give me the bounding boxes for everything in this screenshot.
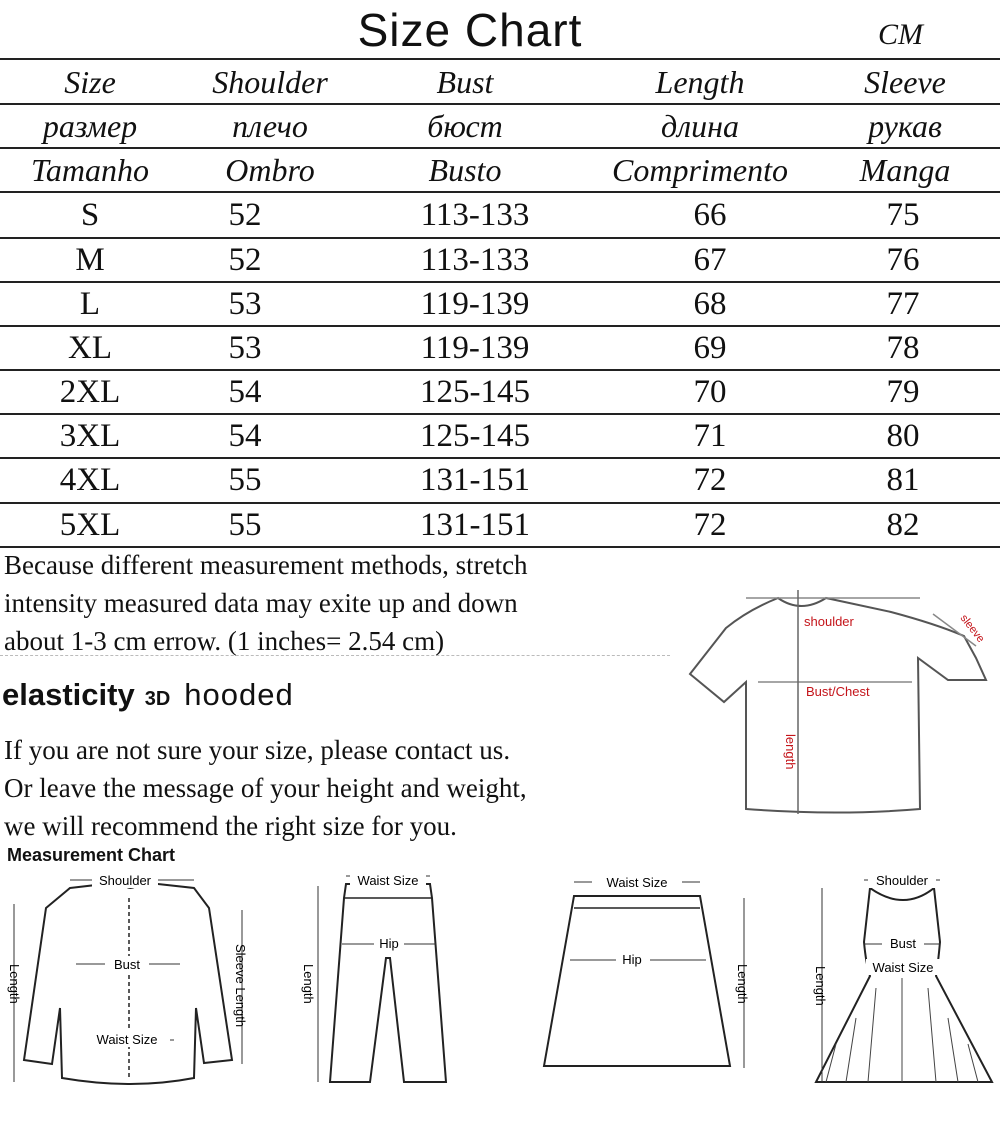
bust-cell: 119-139 bbox=[420, 286, 530, 322]
header-size: Size bbox=[64, 64, 116, 100]
header-sleeve-pt: Manga bbox=[859, 152, 951, 188]
shirt-waist-label: Waist Size bbox=[96, 1032, 158, 1047]
table-row bbox=[0, 415, 1000, 458]
bust-label: Bust/Chest bbox=[806, 684, 870, 699]
feature-line bbox=[2, 677, 294, 713]
length-cell: 68 bbox=[693, 286, 727, 322]
table-row bbox=[0, 239, 1000, 282]
dress-bust-label: Bust bbox=[889, 936, 917, 951]
shirt-shoulder-label: Shoulder bbox=[98, 873, 152, 888]
shoulder-cell: 52 bbox=[228, 197, 262, 233]
sleeve-cell: 75 bbox=[886, 197, 920, 233]
shoulder-cell: 55 bbox=[228, 507, 262, 543]
size-chart-title: Size Chart bbox=[357, 4, 583, 56]
header-length-ru: длина bbox=[660, 108, 739, 144]
dress-length-label: Length bbox=[813, 966, 828, 1006]
sleeve-cell: 80 bbox=[886, 418, 920, 454]
size-cell: M bbox=[75, 242, 105, 278]
table-divider bbox=[0, 191, 1000, 193]
header-shoulder: Shoulder bbox=[212, 64, 328, 100]
sleeve-cell: 82 bbox=[886, 507, 920, 543]
shoulder-cell: 54 bbox=[228, 418, 262, 454]
bust-cell: 125-145 bbox=[420, 374, 530, 410]
contact-line: Or leave the message of your height and weight, bbox=[4, 773, 527, 803]
table-row bbox=[0, 459, 1000, 502]
pants-hip-label: Hip bbox=[379, 936, 399, 951]
size-cell: XL bbox=[68, 330, 112, 366]
size-cell: 5XL bbox=[59, 507, 121, 543]
bust-cell: 131-151 bbox=[420, 507, 530, 543]
measurement-note-line: about 1-3 cm errow. (1 inches= 2.54 cm) bbox=[4, 626, 445, 656]
skirt-outline bbox=[544, 896, 730, 1066]
length-cell: 71 bbox=[693, 418, 727, 454]
shoulder-label: shoulder bbox=[804, 614, 854, 629]
header-bust: Bust bbox=[436, 64, 494, 100]
table-row bbox=[0, 327, 1000, 370]
feature-hooded: hooded bbox=[184, 677, 294, 712]
shoulder-cell: 54 bbox=[228, 374, 262, 410]
skirt-hip-label: Hip bbox=[622, 952, 642, 967]
size-cell: 4XL bbox=[59, 462, 121, 498]
header-sleeve-ru: рукав bbox=[868, 108, 942, 144]
length-label: length bbox=[783, 734, 798, 770]
pants-waist-label: Waist Size bbox=[357, 873, 419, 888]
bust-cell: 125-145 bbox=[420, 418, 530, 454]
contact-line: we will recommend the right size for you. bbox=[4, 811, 457, 841]
size-cell: S bbox=[80, 197, 100, 233]
length-cell: 67 bbox=[693, 242, 727, 278]
bust-cell: 131-151 bbox=[420, 462, 530, 498]
shirt-diagram bbox=[4, 868, 254, 1098]
header-shoulder-pt: Ombro bbox=[225, 152, 315, 188]
measurement-chart-title: Measurement Chart bbox=[7, 845, 176, 865]
header-row-russian bbox=[0, 105, 1000, 148]
table-row bbox=[0, 371, 1000, 414]
contact-line: If you are not sure your size, please contact us. bbox=[4, 735, 511, 765]
header-bust-pt: Busto bbox=[428, 152, 502, 188]
length-cell: 70 bbox=[693, 374, 727, 410]
dress-outline bbox=[816, 888, 992, 1082]
shirt-bust-label: Bust bbox=[113, 957, 141, 972]
length-cell: 72 bbox=[693, 462, 727, 498]
header-shoulder-ru: плечо bbox=[232, 108, 308, 144]
size-cell: 3XL bbox=[59, 418, 121, 454]
tshirt-outline bbox=[690, 598, 986, 813]
header-sleeve: Sleeve bbox=[864, 64, 946, 100]
shirt-outline bbox=[24, 882, 232, 1084]
skirt-waist-label: Waist Size bbox=[606, 875, 668, 890]
table-row bbox=[0, 194, 1000, 237]
feature-3d: 3D bbox=[144, 688, 171, 710]
skirt-diagram bbox=[540, 868, 760, 1098]
length-cell: 72 bbox=[693, 507, 727, 543]
dress-waist-label: Waist Size bbox=[872, 960, 934, 975]
tshirt-diagram bbox=[686, 584, 1000, 836]
header-size-pt: Tamanho bbox=[31, 152, 149, 188]
sleeve-label: sleeve bbox=[957, 612, 987, 645]
pants-outline bbox=[330, 884, 446, 1082]
shoulder-cell: 53 bbox=[228, 286, 262, 322]
pants-length-label: Length bbox=[301, 964, 316, 1004]
header-length: Length bbox=[655, 64, 745, 100]
sleeve-cell: 77 bbox=[886, 286, 920, 322]
shirt-sleeve-label: Sleeve Length bbox=[233, 944, 248, 1028]
sleeve-cell: 78 bbox=[886, 330, 920, 366]
divider bbox=[0, 655, 670, 656]
size-cell: L bbox=[79, 286, 101, 322]
shirt-length-label: Length bbox=[7, 964, 22, 1004]
sleeve-cell: 81 bbox=[886, 462, 920, 498]
table-row bbox=[0, 283, 1000, 326]
table-divider bbox=[0, 58, 1000, 60]
header-row-english bbox=[0, 61, 1000, 104]
bust-cell: 119-139 bbox=[420, 330, 530, 366]
header-length-pt: Comprimento bbox=[612, 152, 788, 188]
sleeve-cell: 79 bbox=[886, 374, 920, 410]
dress-diagram bbox=[806, 868, 1000, 1098]
shoulder-cell: 53 bbox=[228, 330, 262, 366]
skirt-length-label: Length bbox=[735, 964, 750, 1004]
header-bust-ru: бюст bbox=[427, 108, 503, 144]
header-size-ru: размер bbox=[42, 108, 138, 144]
header-row-portuguese bbox=[0, 149, 1000, 192]
length-cell: 69 bbox=[693, 330, 727, 366]
measurement-note-line: intensity measured data may exite up and down bbox=[4, 588, 518, 618]
table-row bbox=[0, 504, 1000, 547]
feature-elasticity: elasticity bbox=[2, 677, 135, 712]
shoulder-cell: 55 bbox=[228, 462, 262, 498]
sleeve-cell: 76 bbox=[886, 242, 920, 278]
size-cell: 2XL bbox=[59, 374, 121, 410]
unit-label: CM bbox=[878, 18, 923, 51]
measurement-note-line: Because different measurement methods, stretch bbox=[4, 550, 528, 580]
pants-diagram bbox=[296, 868, 476, 1098]
shoulder-cell: 52 bbox=[228, 242, 262, 278]
bust-cell: 113-133 bbox=[420, 197, 530, 233]
length-cell: 66 bbox=[693, 197, 727, 233]
bust-cell: 113-133 bbox=[420, 242, 530, 278]
dress-shoulder-label: Shoulder bbox=[875, 873, 929, 888]
